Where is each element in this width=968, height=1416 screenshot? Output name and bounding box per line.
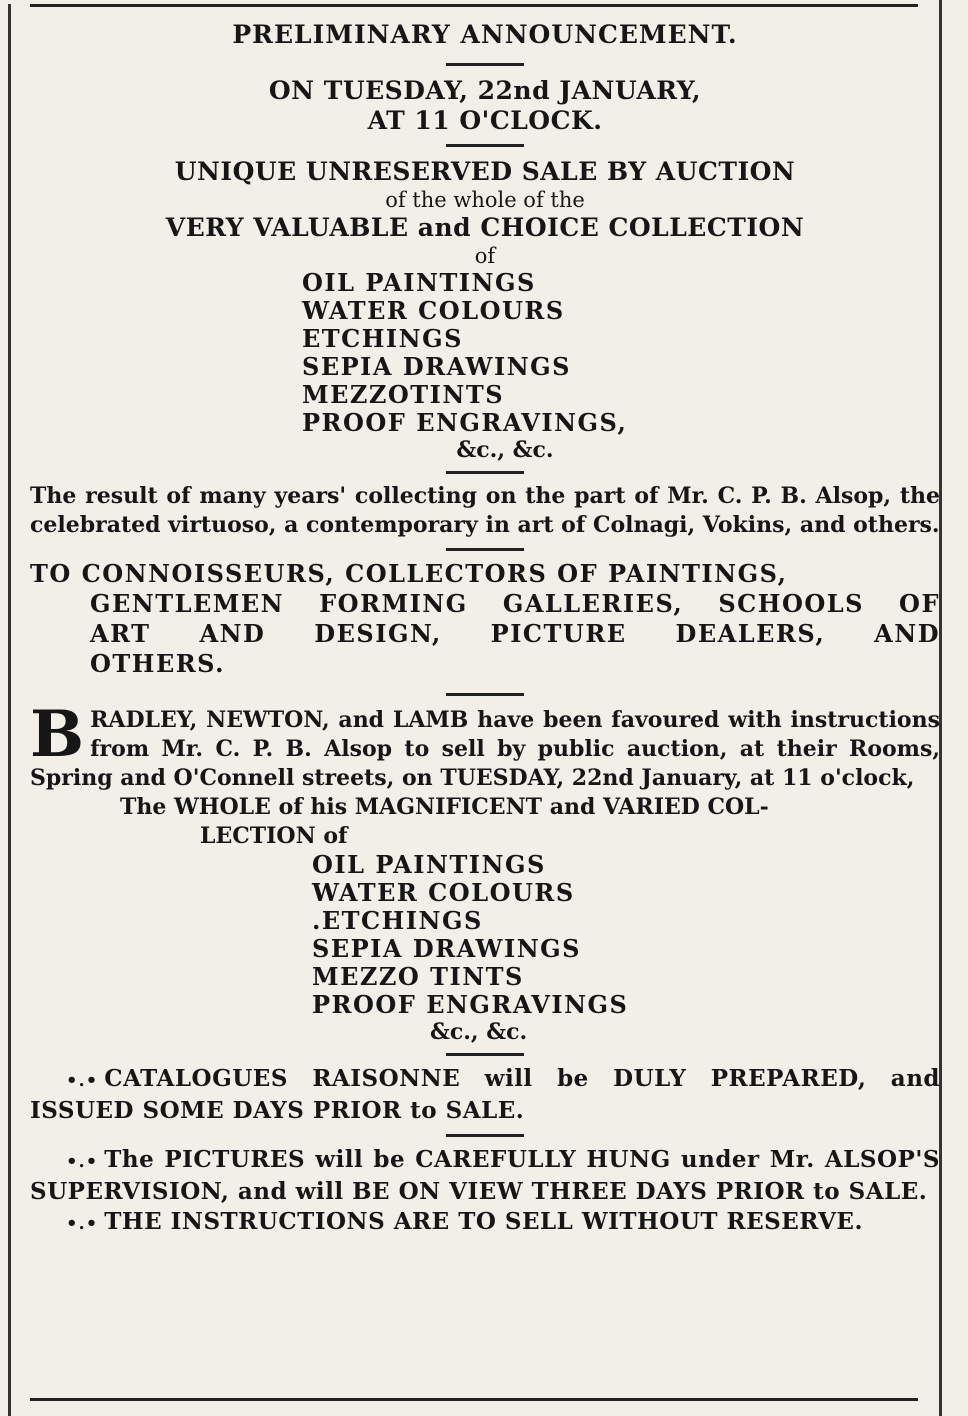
asterism-icon: •.•: [66, 1151, 99, 1172]
audience-line-4: OTHERS.: [90, 649, 226, 678]
whole-collection-line-1: The WHOLE of his MAGNIFICENT and VARIED COL-: [120, 794, 769, 820]
bottom-rule: [30, 1398, 918, 1401]
audience-notice: [30, 559, 940, 679]
collection-title: VERY VALUABLE and CHOICE COLLECTION: [165, 213, 805, 242]
separator: [446, 548, 524, 551]
item-list: [302, 269, 722, 437]
hanging-note-text: The PICTURES will be CAREFULLY HUNG under Mr. ALSOP'S SUPERVISION, and will BE ON VIEW THREE DAYS PRIOR to SALE.: [30, 1146, 940, 1205]
item-list-2: [312, 851, 732, 1019]
announcement-heading: PRELIMINARY ANNOUNCEMENT.: [232, 20, 738, 49]
list-item: OIL PAINTINGS: [302, 268, 536, 297]
list-item: PROOF ENGRAVINGS: [312, 990, 629, 1019]
list-item: WATER COLOURS: [312, 878, 575, 907]
list-item: .ETCHINGS: [312, 906, 483, 935]
top-rule: [30, 4, 918, 7]
date-line-2: AT 11 O'CLOCK.: [367, 106, 603, 135]
list-item: SEPIA DRAWINGS: [302, 352, 572, 381]
sale-subtitle: of the whole of the: [385, 188, 585, 212]
sale-title: UNIQUE UNRESERVED SALE BY AUCTION: [174, 157, 796, 186]
separator: [446, 63, 524, 66]
reserve-note-text: THE INSTRUCTIONS ARE TO SELL WITHOUT RESERVE.: [104, 1208, 863, 1235]
audience-line-3: ART AND DESIGN, PICTURE DEALERS, AND: [90, 619, 940, 648]
asterism-icon: •.•: [66, 1070, 99, 1091]
list-item: WATER COLOURS: [302, 296, 565, 325]
audience-line-1: TO CONNOISSEURS, COLLECTORS OF PAINTINGS,: [30, 559, 788, 588]
left-rule: [8, 4, 11, 1416]
date-line-1: ON TUESDAY, 22nd JANUARY,: [268, 76, 702, 105]
list-item: MEZZOTINTS: [302, 380, 505, 409]
list-item: PROOF ENGRAVINGS,: [302, 408, 628, 437]
hanging-note: [30, 1145, 940, 1207]
auction-advertisement: [30, 10, 940, 1239]
asterism-icon: •.•: [66, 1213, 99, 1234]
catalogue-note: [30, 1064, 940, 1126]
auctioneer-paragraph: [30, 697, 940, 793]
reserve-note: [30, 1207, 940, 1239]
separator: [446, 1134, 524, 1137]
separator: [446, 693, 524, 696]
list-item: SEPIA DRAWINGS: [312, 934, 582, 963]
collection-of: of: [474, 244, 496, 268]
etcetera: &c., &c.: [456, 437, 554, 463]
whole-collection-line-2: LECTION of: [200, 823, 348, 849]
list-item: MEZZO TINTS: [312, 962, 524, 991]
catalogue-note-text: CATALOGUES RAISONNE will be DULY PREPARED, and ISSUED SOME DAYS PRIOR to SALE.: [30, 1065, 940, 1124]
list-item: OIL PAINTINGS: [312, 850, 546, 879]
drop-cap: B: [30, 697, 85, 772]
separator: [446, 144, 524, 147]
list-item: ETCHINGS: [302, 324, 463, 353]
etcetera: &c., &c.: [430, 1019, 528, 1045]
audience-line-2: GENTLEMEN FORMING GALLERIES, SCHOOLS OF: [90, 589, 940, 618]
collection-description: The result of many years' collecting on the part of Mr. C. P. B. Alsop, the celebrated virtuoso, a contemporary in art of Colnagi, Vokins, and others.: [30, 483, 940, 538]
auctioneer-text: RADLEY, NEWTON, and LAMB have been favoured with instructions from Mr. C. P. B. Alsop to sell by public auction, at their Rooms, Spring and O'Connell streets, on TUESDAY, 22nd January, at 11 o'clock,: [30, 707, 940, 791]
separator: [446, 1053, 524, 1056]
separator: [446, 471, 524, 474]
